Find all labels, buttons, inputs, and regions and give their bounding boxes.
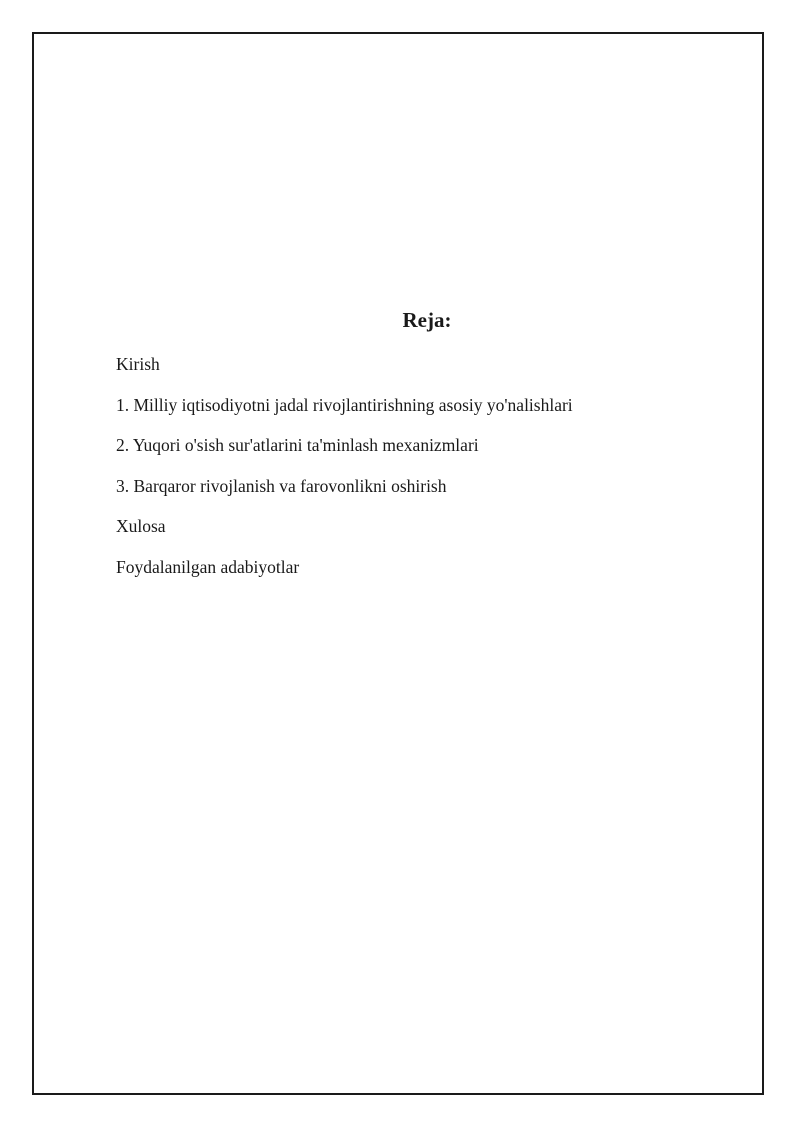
toc-item-introduction: Kirish — [116, 354, 160, 374]
toc-item-chapter-1: 1. Milliy iqtisodiyotni jadal rivojlantirishning asosiy yo'nalishlari — [116, 394, 573, 415]
toc-item-conclusion: Xulosa — [116, 516, 166, 537]
table-of-contents — [116, 352, 573, 596]
page-frame — [32, 32, 764, 1095]
toc-item-references: Foydalanilgan adabiyotlar — [116, 556, 300, 577]
toc-item-chapter-3: 3. Barqaror rivojlanish va farovonlikni oshirish — [116, 475, 447, 496]
toc-item-chapter-2: 2. Yuqori o'sish sur'atlarini ta'minlash mexanizmlari — [116, 435, 479, 456]
page-title: Reja: — [402, 308, 452, 332]
